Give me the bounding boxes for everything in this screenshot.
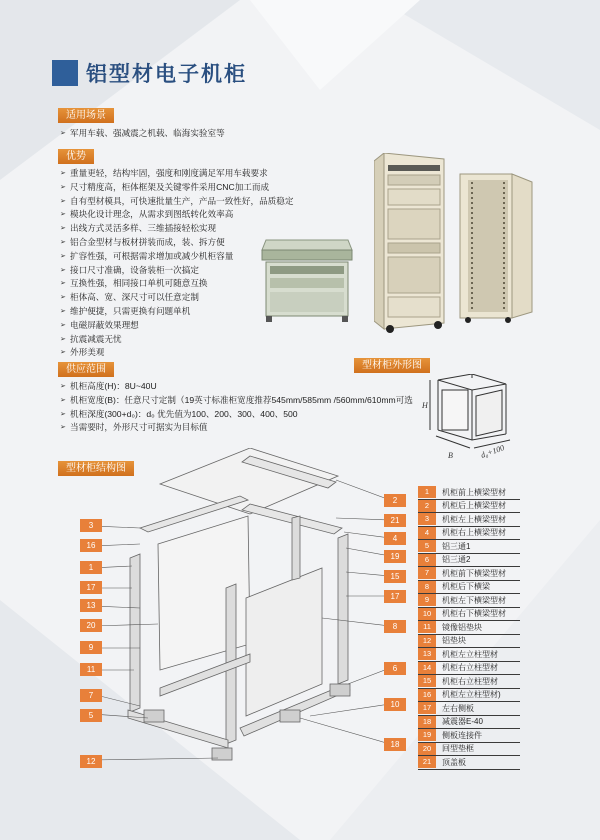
callout-2: 2 [384, 494, 406, 507]
callout-19: 19 [384, 550, 406, 563]
legend-label: 侧板连接件 [442, 730, 482, 740]
list-item: ➢ 自有型材模具，可快速批量生产，产品一致性好，品质稳定 [60, 195, 293, 209]
legend-number: 10 [418, 608, 436, 620]
legend-row [418, 513, 520, 527]
section-header-supply: 供应范围 [58, 362, 114, 377]
legend-number: 21 [418, 756, 436, 768]
legend-number: 4 [418, 527, 436, 539]
callout-17-right: 17 [384, 590, 406, 603]
closed-cabinet-photo [374, 153, 448, 333]
green-cabinet-photo [258, 236, 356, 324]
legend-label: 机柜后上横梁型材 [442, 501, 506, 511]
legend-row [418, 743, 520, 757]
legend-row [418, 608, 520, 622]
legend-row [418, 554, 520, 568]
list-item: ➢ 互换性强，相同接口单机可随意互换 [60, 277, 293, 291]
legend-label: 减震器E-40 [442, 717, 483, 727]
legend-row [418, 635, 520, 649]
list-item: ➢ 维护便捷，只需更换有问题单机 [60, 305, 293, 319]
list-item: ➢ 重量更轻，结构牢固，强度和刚度满足军用车载要求 [60, 167, 293, 181]
legend-label: 机柜右立柱型材 [442, 676, 498, 686]
legend-label: 顶盖板 [442, 757, 466, 767]
legend-number: 7 [418, 567, 436, 579]
callout-17: 17 [80, 581, 102, 594]
legend-row [418, 756, 520, 770]
section-header-advantages: 优势 [58, 149, 94, 164]
legend-row [418, 675, 520, 689]
legend-number: 17 [418, 702, 436, 714]
legend-label: 机柜左上横梁型材 [442, 514, 506, 524]
list-item: ➢ 抗震减震无忧 [60, 333, 293, 347]
callout-15: 15 [384, 570, 406, 583]
legend-number: 3 [418, 513, 436, 525]
list-item: ➢ 军用车载、强减震之机载、临海实验室等 [60, 127, 225, 141]
callout-6: 6 [384, 662, 406, 675]
callout-16: 16 [80, 539, 102, 552]
legend-label: 铝垫块 [442, 636, 466, 646]
title-marker [52, 60, 78, 86]
legend-label: 机柜左立柱型材 [442, 649, 498, 659]
callout-7: 7 [80, 689, 102, 702]
callout-11: 11 [80, 663, 102, 676]
legend-row [418, 567, 520, 581]
list-item: ➢ 尺寸精度高，柜体框架及关键零件采用CNC加工而成 [60, 181, 293, 195]
legend-label: 机柜左下横梁型材 [442, 595, 506, 605]
legend-number: 11 [418, 621, 436, 633]
legend-number: 18 [418, 716, 436, 728]
list-item: ➢ 机柜高度(H)：8U~40U [60, 380, 413, 394]
callout-9: 9 [80, 641, 102, 654]
legend-row [418, 662, 520, 676]
legend-number: 14 [418, 662, 436, 674]
legend-number: 9 [418, 594, 436, 606]
callout-3: 3 [80, 519, 102, 532]
dim-h: H [422, 401, 428, 410]
legend-row [418, 729, 520, 743]
legend-number: 2 [418, 500, 436, 512]
legend-number: 5 [418, 540, 436, 552]
legend-label: 机柜右下横梁型材 [442, 609, 506, 619]
legend-number: 20 [418, 743, 436, 755]
supply-list [60, 380, 413, 435]
list-item: ➢ 模块化设计理念，从需求到图纸转化效率高 [60, 208, 293, 222]
outline-drawing [420, 374, 530, 466]
legend-row [418, 716, 520, 730]
section-header-scenarios: 适用场景 [58, 108, 114, 123]
callout-18: 18 [384, 738, 406, 751]
list-item: ➢ 机柜深度(300+d₀)：d₀ 优先值为100、200、300、400、500 [60, 408, 413, 422]
legend-row [418, 500, 520, 514]
list-item: ➢ 外形美观 [60, 346, 293, 360]
legend-label: 机柜右立柱型材 [442, 663, 498, 673]
list-item: ➢ 接口尺寸准确，设备装柜一次搞定 [60, 264, 293, 278]
callout-4: 4 [384, 532, 406, 545]
legend-number: 1 [418, 486, 436, 498]
title-text: 铝型材电子机柜 [86, 63, 247, 86]
page-title [52, 58, 247, 88]
legend-label: 铝三通1 [442, 541, 471, 551]
legend-row [418, 540, 520, 554]
legend-label: 机柜右上横梁型材 [442, 528, 506, 538]
section-header-structure: 型材柜结构图 [58, 461, 134, 476]
open-cabinet-photo [458, 172, 534, 324]
legend-number: 15 [418, 675, 436, 687]
list-item: ➢ 电磁屏蔽效果理想 [60, 319, 293, 333]
callout-21: 21 [384, 514, 406, 527]
list-item: ➢ 铝合金型材与板材拼装而成，装、拆方便 [60, 236, 293, 250]
legend-row [418, 648, 520, 662]
legend-row [418, 594, 520, 608]
legend-row [418, 621, 520, 635]
callout-5: 5 [80, 709, 102, 722]
callout-8: 8 [384, 620, 406, 633]
legend-number: 12 [418, 635, 436, 647]
scenarios-list [60, 127, 225, 141]
legend-label: 铝三通2 [442, 555, 471, 565]
list-item: ➢ 机柜宽度(B)：任意尺寸定制（19英寸标准柜宽度推荐545mm/585mm /560mm/610mm可选 [60, 394, 413, 408]
dim-d: d₀+100 [479, 443, 506, 460]
legend-label: 机柜左立柱型材) [442, 690, 501, 700]
legend-label: 回型垫框 [442, 744, 474, 754]
callout-12: 12 [80, 755, 102, 768]
legend-label: 左右侧板 [442, 703, 474, 713]
dim-b: B [448, 451, 453, 460]
legend-number: 19 [418, 729, 436, 741]
list-item: ➢ 扩容性强，可根据需求增加或减少机柜容量 [60, 250, 293, 264]
list-item: ➢ 当需要时，外形尺寸可据实为目标值 [60, 421, 413, 435]
legend-row [418, 581, 520, 595]
legend-number: 13 [418, 648, 436, 660]
callout-10: 10 [384, 698, 406, 711]
callout-13: 13 [80, 599, 102, 612]
list-item: ➢ 出线方式灵活多样、三维插接轻松实现 [60, 222, 293, 236]
legend-row [418, 486, 520, 500]
exploded-assembly-drawing [100, 448, 400, 768]
legend-row [418, 702, 520, 716]
legend-label: 机柜后下横梁 [442, 582, 490, 592]
parts-legend [418, 486, 520, 770]
section-header-outline: 型材柜外形图 [354, 358, 430, 373]
legend-row [418, 689, 520, 703]
legend-number: 16 [418, 689, 436, 701]
legend-row [418, 527, 520, 541]
list-item: ➢ 柜体高、宽、深尺寸可以任意定制 [60, 291, 293, 305]
legend-label: 机柜前上横梁型材 [442, 487, 506, 497]
callout-1: 1 [80, 561, 102, 574]
legend-label: 镜像铝垫块 [442, 622, 482, 632]
legend-label: 机柜前下横梁型材 [442, 568, 506, 578]
legend-number: 8 [418, 581, 436, 593]
legend-number: 6 [418, 554, 436, 566]
callout-20: 20 [80, 619, 102, 632]
